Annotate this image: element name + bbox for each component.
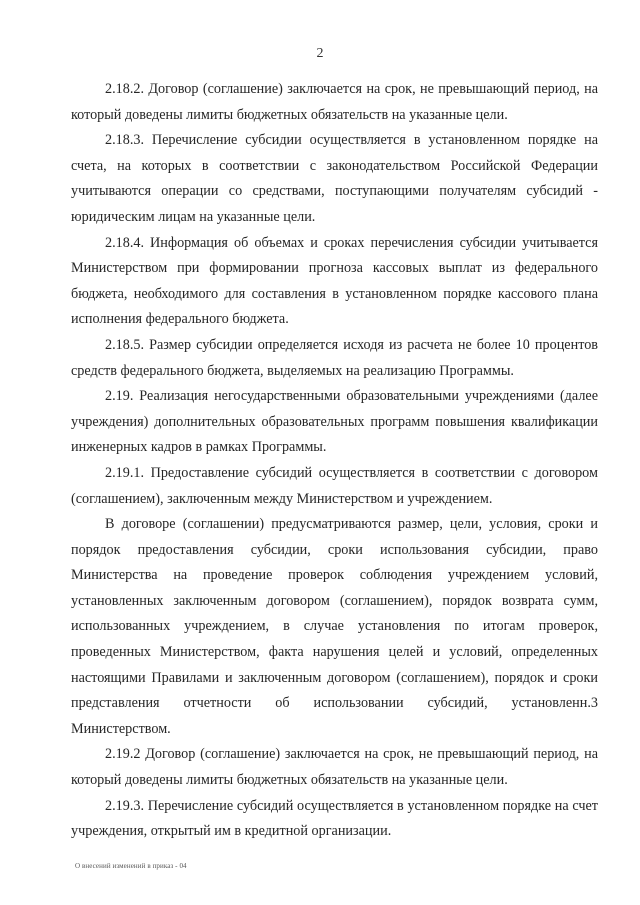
paragraph-2-19-1: 2.19.1. Предоставление субсидий осуществляется в соответствии с договором (соглашением), заключенным между Министерством и учреждением. (71, 464, 598, 507)
paragraph-2-19: 2.19. Реализация негосударственными образовательными учреждениями (далее учреждения) дополнительных образовательных программ повышения квалификации инженерных кадров в рамках Программы. (71, 388, 598, 456)
paragraph-2-18-2: 2.18.2. Договор (соглашение) заключается на срок, не превышающий период, на который доведены лимиты бюджетных обязательств на указанные цели. (71, 81, 598, 123)
paragraph-2-18-4: 2.18.4. Информация об объемах и сроках перечисления субсидии учитывается Министерством при формировании прогноза кассовых выплат из федерального бюджета, необходимого для составления в установленном порядке кассового плана исполнения федерального бюджета. (71, 234, 598, 328)
footer-note: О внесений изменений в приказ - 04 (75, 862, 187, 870)
paragraph-2-19-2: 2.19.2 Договор (соглашение) заключается на срок, не превышающий период, на который доведены лимиты бюджетных обязательств на указанные цели. (71, 746, 598, 789)
paragraph-2-18-5: 2.18.5. Размер субсидии определяется исходя из расчета не более 10 процентов средств федерального бюджета, выделяемых на реализацию Программы. (71, 336, 598, 379)
paragraph-agreement-terms: В договоре (соглашении) предусматриваются размер, цели, условия, сроки и порядок предоставления субсидии, сроки использования субсидии, право Министерства на проведение проверок соблюдения учреждением условий, установленных заключенным договором (соглашением), порядок возврата сумм, использованных учреждением, в случае установления по итогам проверок, проведенных Министерством, факта нарушения целей и условий, определенных настоящими Правилами и заключенным договором (соглашением), порядок и сроки представления отчетности об использовании субсидий, установленн.3 Министерством. (71, 516, 598, 737)
document-body (71, 77, 598, 845)
paragraph-2-19-3: 2.19.3. Перечисление субсидий осуществляется в установленном порядке на счет учреждения, открытый им в кредитной организации. (71, 797, 598, 840)
paragraph-2-18-3: 2.18.3. Перечисление субсидии осуществляется в установленном порядке на счета, на которых в соответствии с законодательством Российской Федерации учитываются операции со средствами, поступающими получателям субсидий - юридическим лицам на указанные цели. (71, 132, 598, 225)
page-number: 2 (316, 46, 324, 61)
